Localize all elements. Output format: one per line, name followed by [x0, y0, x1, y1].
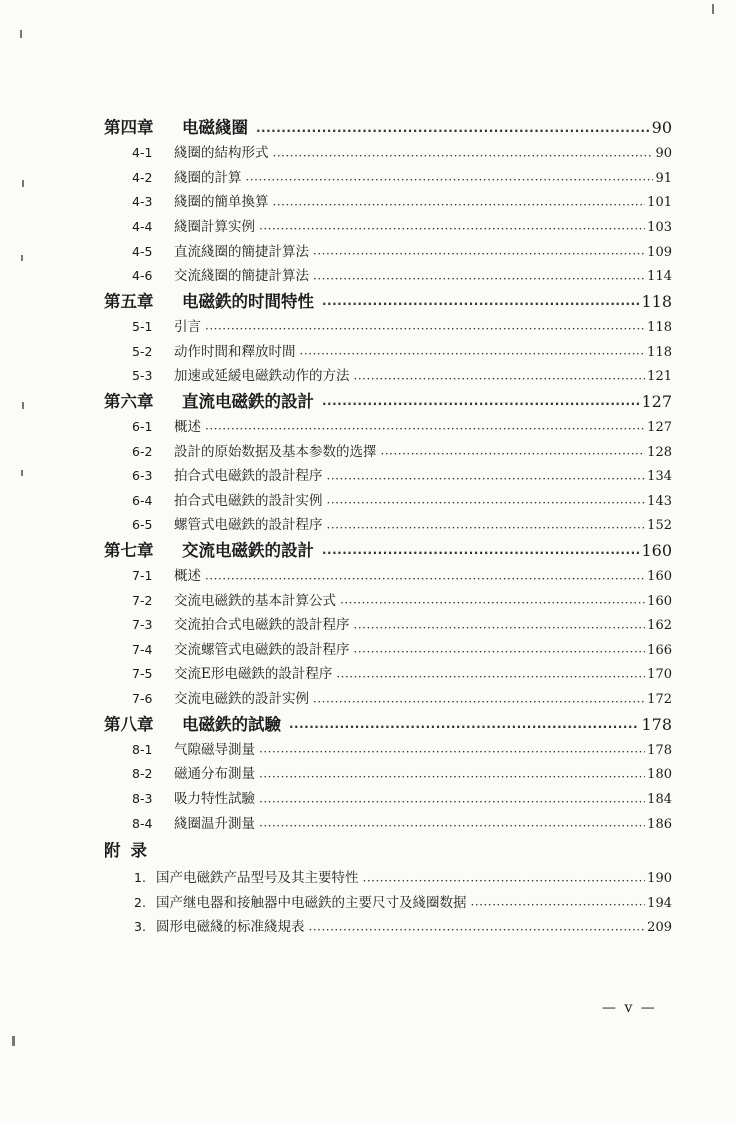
section-title: 引言 — [174, 318, 201, 335]
section-number: 8-4 — [132, 815, 153, 831]
section-number: 8-1 — [132, 741, 153, 757]
section-row[interactable] — [104, 638, 672, 663]
section-title: 螺管式电磁鉄的設計程序 — [174, 517, 323, 534]
section-title: 交流拍合式电磁鉄的設計程序 — [174, 617, 350, 634]
page-folio: — v — — [602, 1000, 657, 1016]
section-title: 概述 — [174, 568, 201, 585]
appendix-heading: 附录 — [104, 841, 157, 861]
section-title: 加速或延緩电磁鉄动作的方法 — [174, 368, 350, 385]
section-page-number: 103 — [647, 219, 672, 235]
scan-mark — [22, 402, 24, 409]
appendix-number: 2. — [134, 894, 146, 910]
section-number: 4-4 — [132, 218, 153, 234]
section-title: 磁通分布測量 — [174, 766, 255, 783]
section-page-number: 160 — [647, 593, 672, 609]
dot-leader — [327, 516, 646, 530]
section-page-number: 109 — [647, 244, 672, 260]
dot-leader — [259, 790, 645, 804]
dot-leader — [381, 442, 646, 456]
chapter-title: 直流电磁鉄的設計 — [182, 391, 314, 411]
chapter-number: 第五章 — [104, 291, 154, 311]
section-row[interactable] — [104, 762, 672, 787]
section-title: 綫圈的結构形式 — [174, 145, 269, 162]
section-title: 气隙磁导測量 — [174, 741, 255, 758]
dot-leader — [313, 242, 645, 256]
scan-mark — [22, 180, 24, 187]
section-number: 6-1 — [132, 418, 153, 434]
appendix-title: 国产电磁鉄产品型号及其主要特性 — [156, 870, 359, 887]
section-page-number: 127 — [647, 419, 672, 435]
chapter-title: 交流电磁鉄的設計 — [182, 540, 314, 560]
appendix-page-number: 209 — [647, 920, 672, 936]
chapter-page-number: 118 — [641, 291, 672, 311]
section-title: 交流E形电磁鉄的設計程序 — [174, 666, 333, 683]
section-row[interactable] — [104, 141, 672, 166]
section-page-number: 134 — [647, 469, 672, 485]
section-row[interactable] — [104, 464, 672, 489]
section-page-number: 118 — [647, 319, 672, 335]
appendix-page-number: 194 — [647, 895, 672, 911]
section-page-number: 121 — [647, 369, 672, 385]
scan-mark — [21, 470, 23, 476]
section-row[interactable] — [104, 315, 672, 340]
section-row[interactable] — [104, 738, 672, 763]
chapter-page-number: 127 — [641, 391, 672, 411]
section-number: 4-1 — [132, 145, 153, 161]
dot-leader — [309, 918, 646, 932]
section-title: 交流螺管式电磁鉄的設計程序 — [174, 641, 350, 658]
dot-leader — [273, 144, 654, 158]
section-page-number: 162 — [647, 618, 672, 634]
section-number: 7-5 — [132, 666, 153, 682]
chapter-row[interactable] — [104, 115, 672, 141]
section-row[interactable] — [104, 687, 672, 712]
dot-leader — [205, 317, 645, 331]
section-number: 7-1 — [132, 568, 153, 584]
section-page-number: 143 — [647, 493, 672, 509]
section-page-number: 128 — [647, 444, 672, 460]
chapter-row[interactable] — [104, 712, 672, 738]
section-title: 綫圈計算实例 — [174, 218, 255, 235]
dot-leader — [259, 217, 645, 231]
section-title: 交流电磁鉄的基本計算公式 — [174, 592, 336, 609]
chapter-number: 第四章 — [104, 118, 154, 137]
appendix-row[interactable] — [104, 915, 672, 940]
section-title: 吸力特性試驗 — [174, 791, 255, 807]
section-number: 6-3 — [132, 468, 153, 484]
dot-leader — [327, 491, 646, 505]
section-number: 6-2 — [132, 443, 153, 459]
dot-leader — [354, 640, 646, 654]
chapter-title: 电磁綫圈 — [182, 118, 248, 137]
dot-leader — [300, 342, 646, 356]
section-row[interactable] — [104, 564, 672, 589]
dot-leader — [313, 267, 645, 281]
section-number: 6-4 — [132, 492, 153, 508]
chapter-page-number: 178 — [641, 714, 672, 734]
section-row[interactable] — [104, 613, 672, 638]
chapter-row[interactable] — [104, 289, 672, 315]
section-number: 6-5 — [132, 517, 153, 533]
section-row[interactable] — [104, 489, 672, 514]
section-page-number: 101 — [647, 195, 672, 211]
section-page-number: 160 — [647, 569, 672, 585]
scan-mark — [12, 1036, 15, 1046]
chapter-page-number: 160 — [641, 540, 672, 560]
chapter-number: 第六章 — [104, 391, 154, 411]
dot-leader — [313, 690, 645, 704]
section-page-number: 178 — [647, 742, 672, 758]
dot-leader — [259, 740, 645, 754]
dot-leader — [354, 367, 646, 381]
dot-leader — [246, 168, 654, 182]
dot-leader — [259, 814, 645, 828]
section-row[interactable] — [104, 662, 672, 687]
section-number: 4-5 — [132, 243, 153, 259]
section-row[interactable] — [104, 812, 672, 837]
section-row[interactable] — [104, 240, 672, 265]
dot-leader — [354, 616, 646, 630]
section-number: 4-6 — [132, 268, 153, 284]
section-number: 5-3 — [132, 368, 153, 384]
section-title: 交流綫圈的簡捷計算法 — [174, 268, 309, 285]
dot-leader — [340, 591, 645, 605]
appendix-number: 1. — [134, 870, 146, 886]
section-page-number: 166 — [647, 642, 672, 658]
section-title: 动作时間和釋放时間 — [174, 343, 296, 360]
chapter-title: 电磁鉄的試驗 — [182, 714, 281, 734]
section-page-number: 184 — [647, 792, 672, 807]
section-row[interactable] — [104, 513, 672, 538]
dot-leader — [471, 893, 646, 907]
section-page-number: 114 — [647, 269, 672, 285]
section-title: 直流綫圈的簡捷計算法 — [174, 243, 309, 260]
dot-leader — [273, 193, 646, 207]
dot-leader — [289, 713, 639, 730]
section-title: 概述 — [174, 418, 201, 435]
chapter-row[interactable] — [104, 538, 672, 564]
section-page-number: 186 — [647, 816, 672, 832]
section-page-number: 118 — [647, 344, 672, 360]
scan-mark — [712, 4, 714, 14]
section-number: 4-3 — [132, 194, 153, 210]
section-row[interactable] — [104, 215, 672, 240]
section-row[interactable] — [104, 787, 672, 812]
dot-leader — [259, 765, 645, 779]
section-row[interactable] — [104, 340, 672, 365]
section-page-number: 172 — [647, 692, 672, 708]
dot-leader — [327, 467, 646, 481]
dot-leader — [322, 290, 639, 307]
section-page-number: 152 — [647, 518, 672, 534]
appendix-title: 国产继电器和接触器中电磁鉄的主要尺寸及綫圈数据 — [156, 894, 467, 911]
dot-leader — [256, 117, 650, 134]
dot-leader — [205, 417, 645, 431]
appendix-title: 圆形电磁綫的标准綫規表 — [156, 919, 305, 936]
chapter-row[interactable] — [104, 389, 672, 415]
section-page-number: 170 — [647, 667, 672, 683]
dot-leader — [363, 869, 646, 883]
section-number: 5-2 — [132, 343, 153, 359]
dot-leader — [322, 390, 639, 407]
appendix-row[interactable] — [104, 891, 672, 916]
section-number: 8-2 — [132, 766, 153, 782]
section-title: 交流电磁鉄的設計实例 — [174, 691, 309, 708]
section-title: 拍合式电磁鉄的設計程序 — [174, 468, 323, 485]
chapter-title: 电磁鉄的时間特性 — [182, 291, 314, 311]
section-row[interactable] — [104, 415, 672, 440]
section-number: 7-3 — [132, 617, 153, 633]
section-row[interactable] — [104, 440, 672, 465]
section-row[interactable] — [104, 364, 672, 389]
section-title: 設計的原始数据及基本参数的选擇 — [174, 443, 377, 460]
section-page-number: 180 — [647, 767, 672, 783]
section-row[interactable] — [104, 190, 672, 215]
section-number: 7-4 — [132, 641, 153, 657]
section-row[interactable] — [104, 264, 672, 289]
scan-mark — [20, 30, 22, 38]
dot-leader — [336, 665, 645, 679]
appendix-page-number: 190 — [647, 871, 672, 887]
section-page-number: 90 — [655, 146, 672, 162]
section-title: 綫圈的計算 — [174, 169, 242, 186]
section-title: 拍合式电磁鉄的設計实例 — [174, 492, 323, 509]
table-of-contents — [104, 115, 672, 940]
dot-leader — [322, 539, 639, 556]
dot-leader — [205, 567, 645, 581]
section-number: 7-2 — [132, 592, 153, 608]
section-number: 7-6 — [132, 691, 153, 707]
section-title: 綫圈的簡单換算 — [174, 194, 269, 211]
chapter-page-number: 90 — [651, 118, 672, 137]
chapter-number: 第八章 — [104, 714, 154, 734]
section-number: 4-2 — [132, 169, 153, 185]
section-number: 5-1 — [132, 318, 153, 334]
section-row[interactable] — [104, 166, 672, 191]
chapter-number: 第七章 — [104, 540, 154, 560]
scan-mark — [21, 255, 23, 261]
section-page-number: 91 — [655, 170, 672, 186]
appendix-row[interactable] — [104, 866, 672, 891]
appendix-number: 3. — [134, 919, 146, 935]
section-row[interactable] — [104, 589, 672, 614]
section-title: 綫圈温升測量 — [174, 815, 255, 832]
section-number: 8-3 — [132, 791, 153, 806]
